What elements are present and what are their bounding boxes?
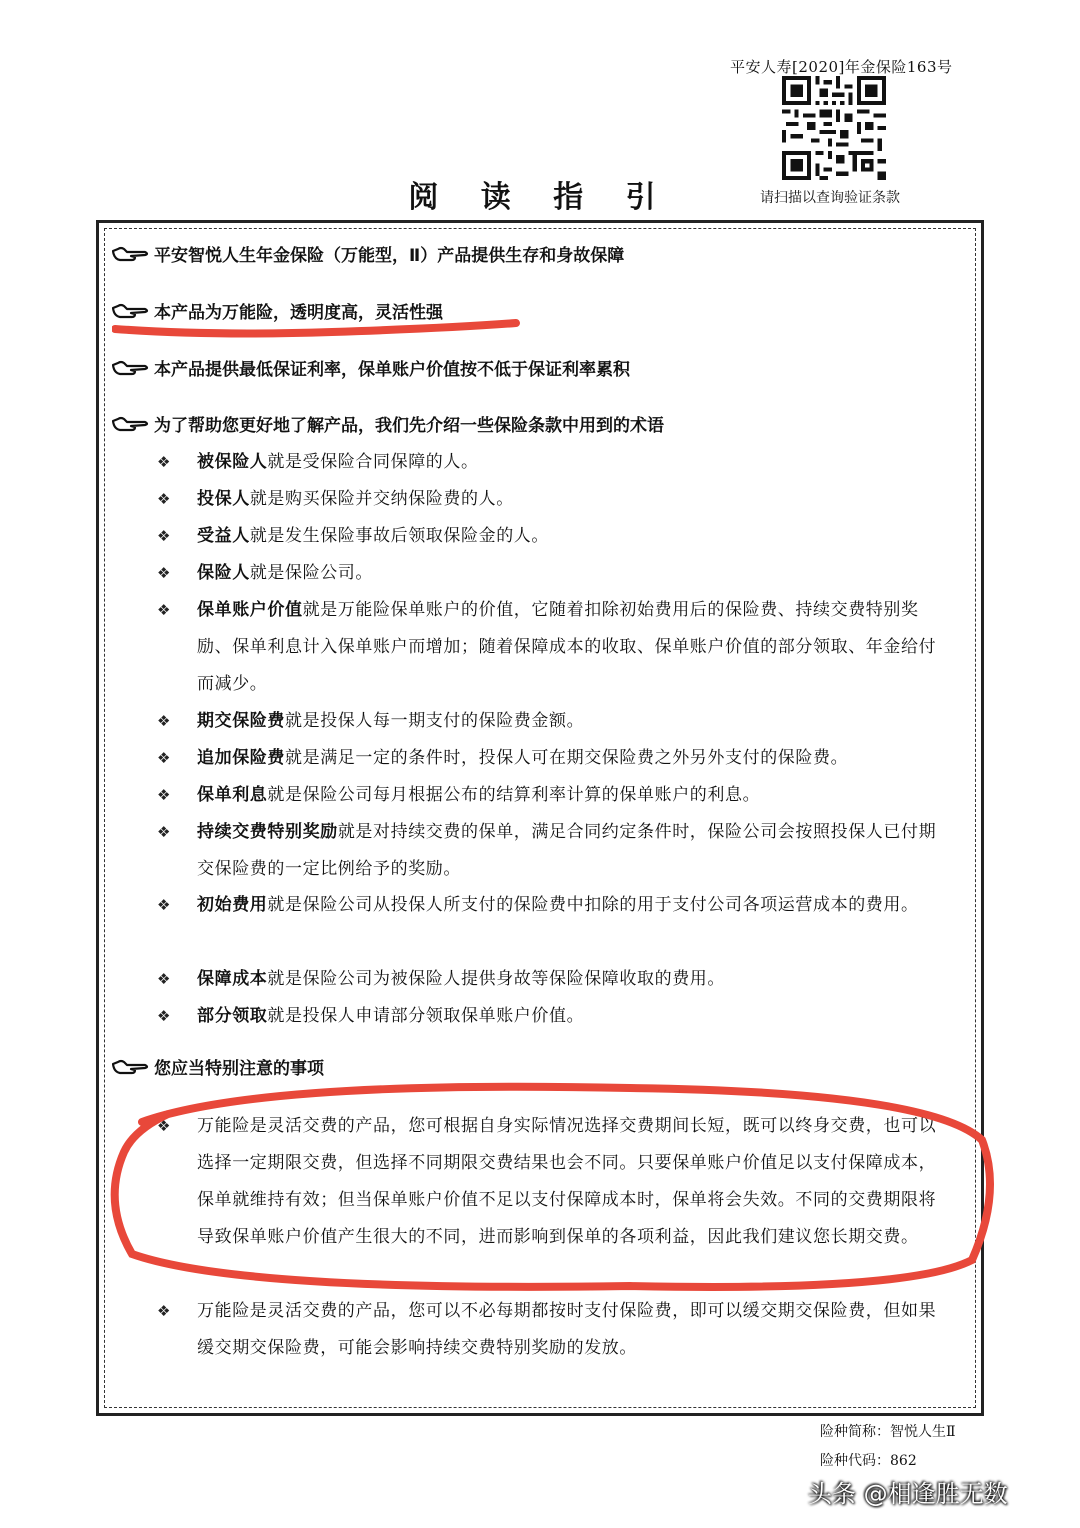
term-name: 追加保险费 <box>197 748 285 768</box>
headline-text: 为了帮助您更好地了解产品，我们先介绍一些保险条款中用到的术语 <box>154 416 664 436</box>
term-name: 保单利息 <box>197 785 268 805</box>
headline-text: 本产品提供最低保证利率，保单账户价值按不低于保证利率累积 <box>154 360 630 380</box>
bullet-icon: ❖ <box>157 823 171 841</box>
term-name: 保单账户价值 <box>197 600 303 620</box>
bullet-icon: ❖ <box>157 896 171 914</box>
qr-code-icon[interactable] <box>782 76 886 180</box>
notice-text: 万能险是灵活交费的产品，您可以不必每期都按时支付保险费，即可以缓交期交保险费，但如果缓交期交保险费，可能会影响持续交费特别奖励的发放。 <box>197 1301 937 1358</box>
term-item <box>157 444 957 481</box>
term-name: 保障成本 <box>197 969 268 989</box>
bullet-icon: ❖ <box>157 749 171 767</box>
term-name: 期交保险费 <box>197 711 285 731</box>
pointing-hand-icon <box>112 245 150 265</box>
term-description: 就是保险公司。 <box>249 563 374 583</box>
term-item <box>157 518 957 555</box>
term-item <box>157 740 957 777</box>
bullet-icon: ❖ <box>157 1007 171 1025</box>
term-item <box>157 814 957 888</box>
bullet-icon: ❖ <box>157 1302 171 1320</box>
bullet-icon: ❖ <box>157 564 171 582</box>
pointing-hand-icon <box>112 302 150 322</box>
bullet-icon: ❖ <box>157 970 171 988</box>
term-name: 投保人 <box>197 489 250 509</box>
bullet-icon: ❖ <box>157 786 171 804</box>
bullet-icon: ❖ <box>157 527 171 545</box>
headline-item <box>112 298 443 323</box>
term-description: 就是投保人申请部分领取保单账户价值。 <box>267 1006 585 1026</box>
term-item <box>157 592 957 703</box>
bullet-icon: ❖ <box>157 490 171 508</box>
term-name: 初始费用 <box>197 895 268 915</box>
headline-text: 平安智悦人生年金保险（万能型，Ⅱ）产品提供生存和身故保障 <box>154 246 625 266</box>
headline-item <box>112 241 624 266</box>
term-item <box>157 961 957 998</box>
term-description: 就是发生保险事故后领取保险金的人。 <box>249 526 550 546</box>
notice-text: 万能险是灵活交费的产品，您可根据自身实际情况选择交费期间长短，既可以终身交费，也可以选择一定期限交费，但选择不同期限交费结果也会不同。只要保单账户价值足以支付保障成本，保单就维持有效；但当保单账户价值不足以支付保障成本时，保单将会失效。不同的交费期限将导致保单账户价值产生很大的不同，进而影响到保单的各项利益，因此我们建议您长期交费。 <box>197 1116 937 1247</box>
term-name: 被保险人 <box>197 452 268 472</box>
pointing-hand-icon <box>112 359 150 379</box>
term-description: 就是购买保险并交纳保险费的人。 <box>249 489 514 509</box>
term-name: 受益人 <box>197 526 250 546</box>
pointing-hand-icon <box>112 1058 150 1078</box>
watermark: 头条 @相逢胜无数 <box>808 1480 1008 1508</box>
headline-item <box>112 355 630 380</box>
pointing-hand-icon <box>112 415 150 435</box>
registration-number: 平安人寿[2020]年金保险163号 <box>730 58 953 76</box>
term-name: 持续交费特别奖励 <box>197 822 338 842</box>
term-item <box>157 777 957 814</box>
term-item <box>157 481 957 518</box>
term-name: 保险人 <box>197 563 250 583</box>
term-description: 就是受保险合同保障的人。 <box>267 452 479 472</box>
term-description: 就是保险公司为被保险人提供身故等保险保障收取的费用。 <box>267 969 726 989</box>
term-description: 就是对持续交费的保单，满足合同约定条件时，保险公司会按照投保人已付期交保险费的一定比例给予的奖励。 <box>197 822 937 879</box>
term-name: 部分领取 <box>197 1006 268 1026</box>
term-description: 就是万能险保单账户的价值，它随着扣除初始费用后的保险费、持续交费特别奖励、保单利息计入保单账户而增加；随着保障成本的收取、保单账户价值的部分领取、年金给付而减少。 <box>197 600 937 694</box>
bullet-icon: ❖ <box>157 1117 171 1135</box>
notice-item <box>157 1293 957 1367</box>
page-title: 阅 读 指 引 <box>408 180 672 215</box>
qr-caption: 请扫描以查询验证条款 <box>760 190 900 206</box>
notice-heading <box>112 1054 324 1079</box>
term-description: 就是保险公司每月根据公布的结算利率计算的保单账户的利息。 <box>267 785 761 805</box>
product-code: 险种代码：862 <box>820 1453 917 1469</box>
bullet-icon: ❖ <box>157 712 171 730</box>
notice-item <box>157 1108 957 1256</box>
headline-item <box>112 411 664 436</box>
term-item <box>157 703 957 740</box>
term-item <box>157 555 957 592</box>
term-description: 就是投保人每一期支付的保险费金额。 <box>285 711 585 731</box>
term-description: 就是满足一定的条件时，投保人可在期交保险费之外另外支付的保险费。 <box>285 748 849 768</box>
notice-heading-text: 您应当特别注意的事项 <box>154 1059 324 1079</box>
term-item <box>157 887 957 924</box>
term-description: 就是保险公司从投保人所支付的保险费中扣除的用于支付公司各项运营成本的费用。 <box>267 895 919 915</box>
term-item <box>157 998 957 1035</box>
bullet-icon: ❖ <box>157 601 171 619</box>
bullet-icon: ❖ <box>157 453 171 471</box>
product-short-name: 险种简称：智悦人生Ⅱ <box>820 1424 956 1440</box>
headline-text: 本产品为万能险，透明度高，灵活性强 <box>154 303 443 323</box>
